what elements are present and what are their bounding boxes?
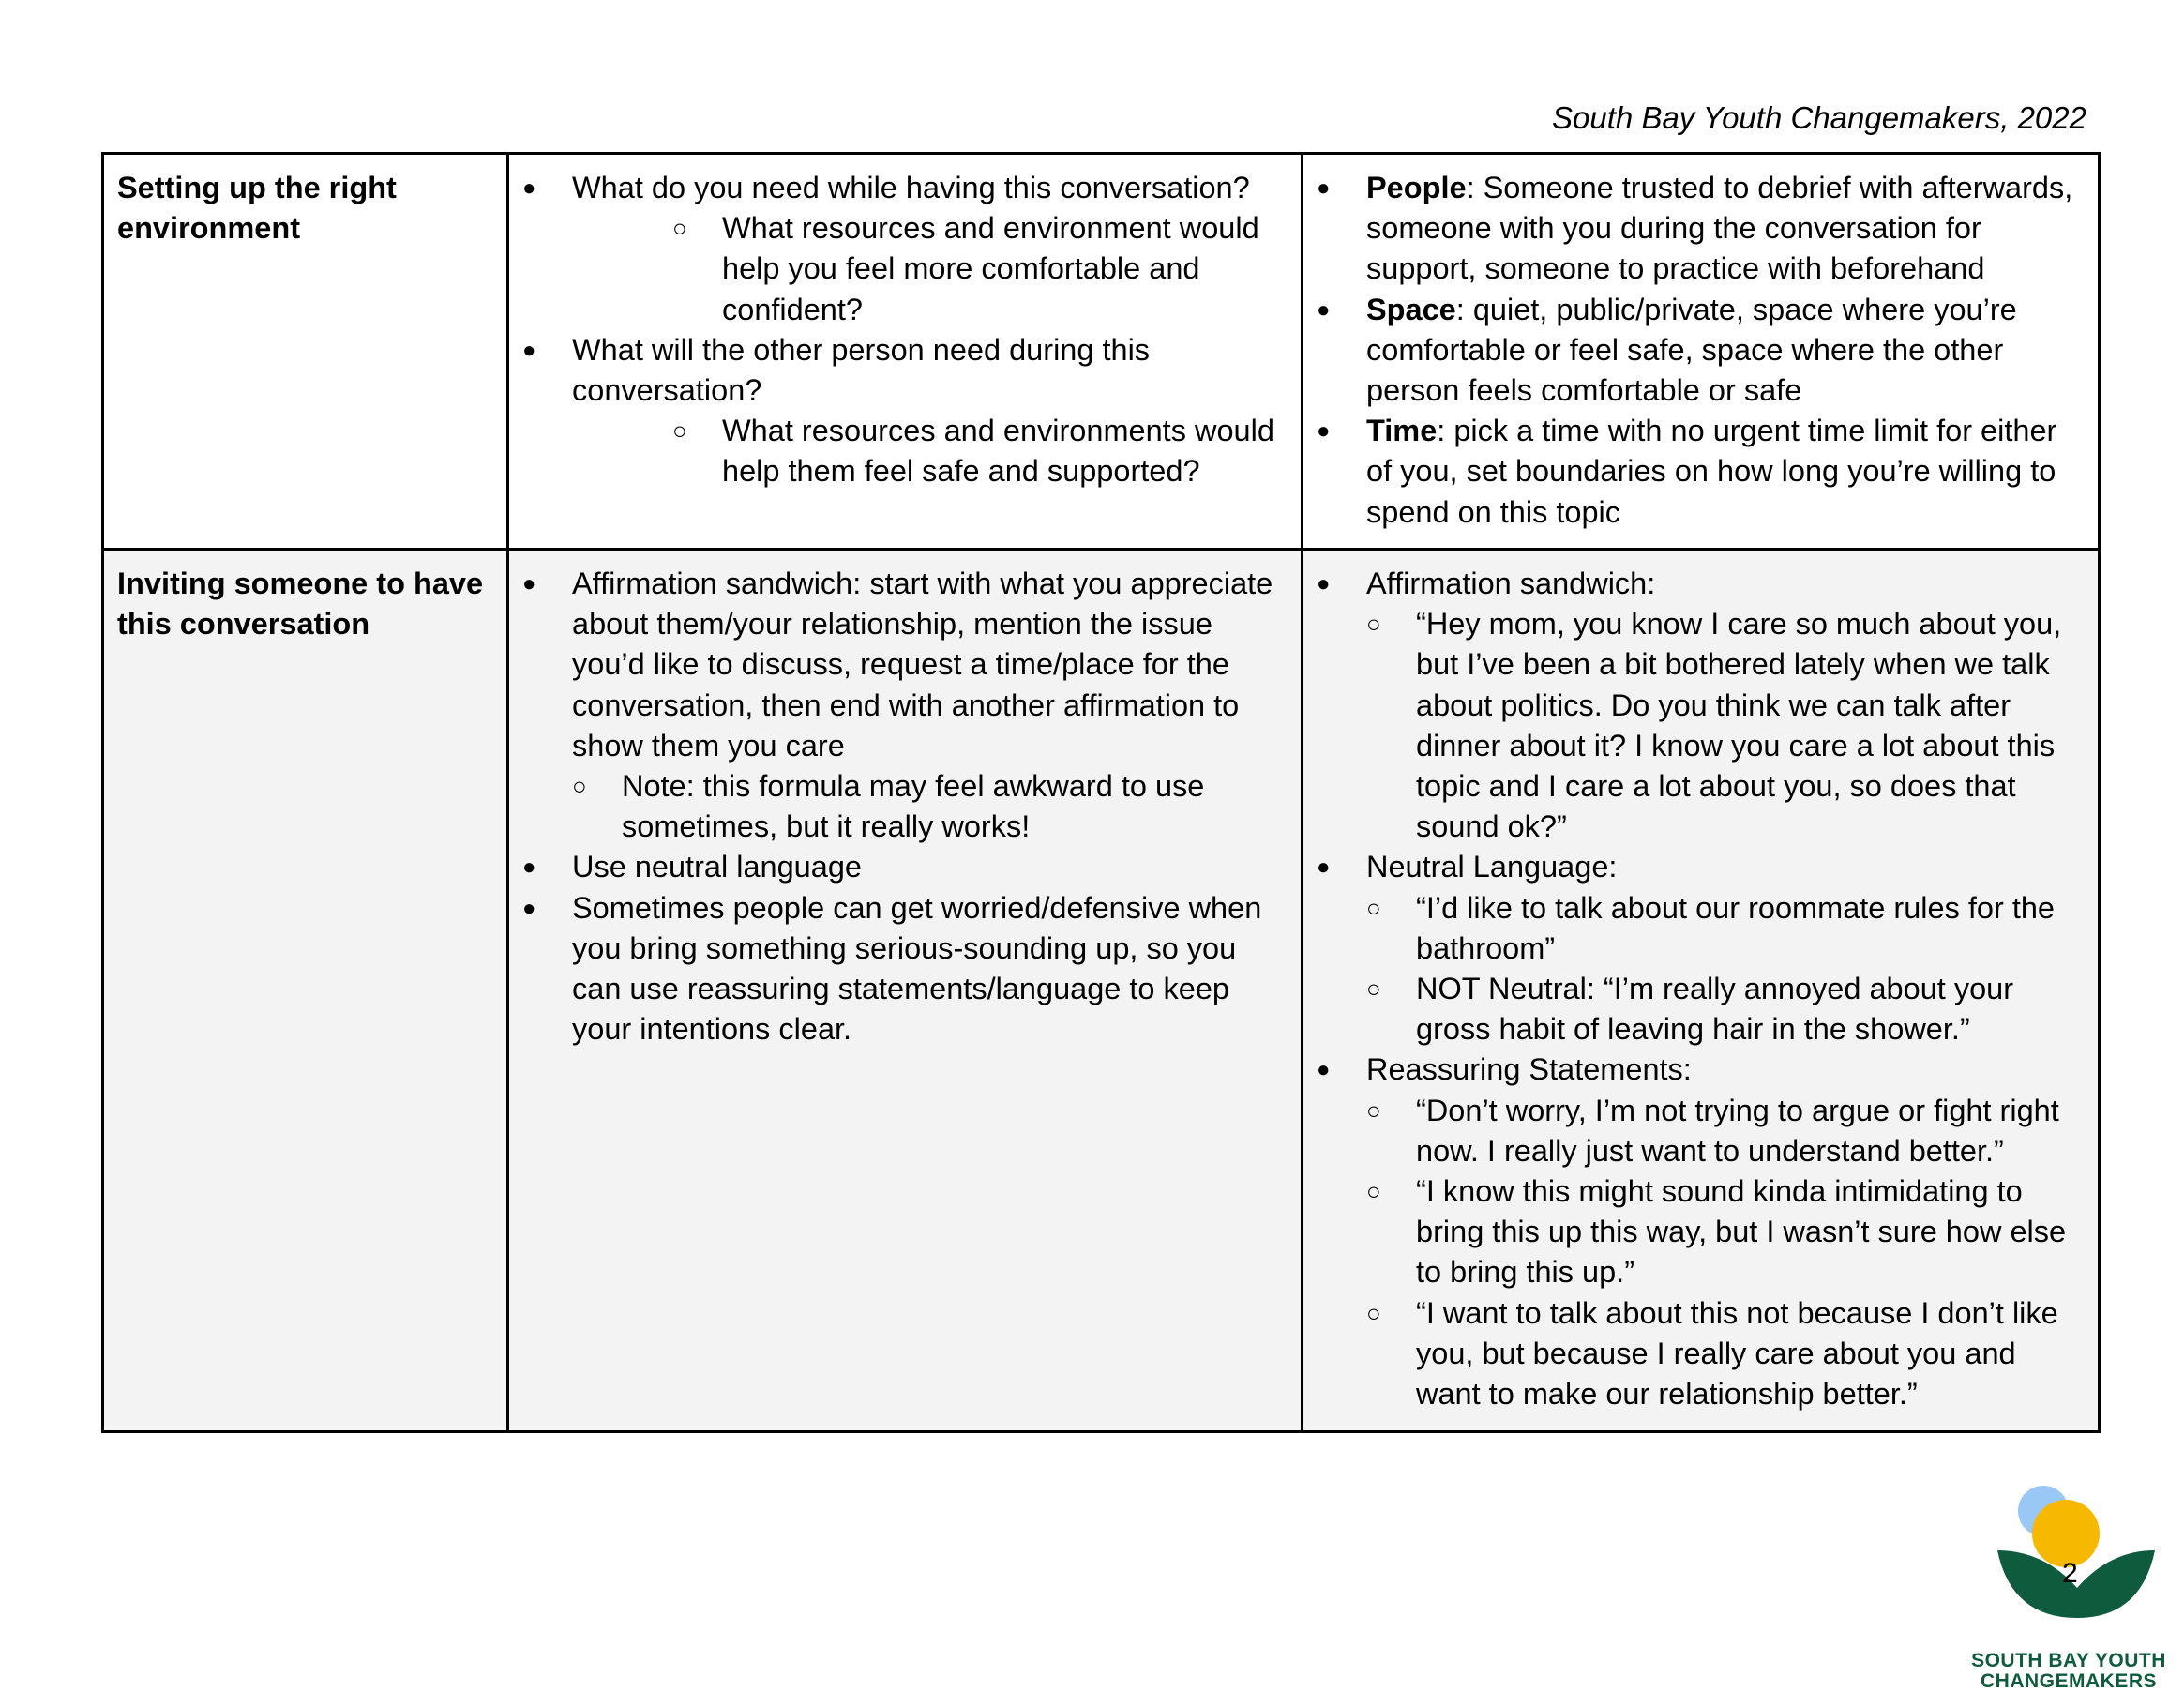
list-item: ● Affirmation sandwich: ○ “Hey mom, you know I care so much about you, but I’ve been a bit bothered lately when we talk about politics. Do you think we can talk after dinner about it? I know you care a lot about this topic and I care a lot about you, so does that sound ok?” [1317,564,2085,847]
examples-cell [1303,154,2100,550]
list-item: ● Time: pick a time with no urgent time limit for either of you, set boundaries on how long you’re willing to spend on this topic [1317,411,2085,533]
questions-cell [508,550,1303,1432]
table-row [103,154,2100,550]
questions-cell [508,154,1303,550]
table-row [103,550,2100,1432]
logo-wordmark: SOUTH BAY YOUTH CHANGEMAKERS [1971,1650,2166,1692]
list-item: ● Affirmation sandwich: start with what you appreciate about them/your relationship, mention the issue you’d like to discuss, request a time/place for the conversation, then end with another affirmation to show them you care ○ Note: this formula may feel awkward to use sometimes, but it really works! [522,564,1288,847]
list-item: ○ Note: this formula may feel awkward to use sometimes, but it really works! [572,766,1288,847]
row-label: Setting up the right environment [103,154,508,550]
list-item: ● What do you need while having this conversation? ○ What resources and environment would help you feel more comfortable and confident? [522,168,1288,330]
list-item: ○ NOT Neutral: “I’m really annoyed about your gross habit of leaving hair in the shower.” [1366,969,2085,1050]
list-item: ● People: Someone trusted to debrief with afterwards, someone with you during the conversation for support, someone to practice with beforehand [1317,168,2085,290]
list-item: ○ “Don’t worry, I’m not trying to argue or fight right now. I really just want to understand better.” [1366,1091,2085,1171]
list-item: ● Neutral Language: ○ “I’d like to talk about our roommate rules for the bathroom” ○ NOT Neutral: “I’m really annoyed about your gross habit of leaving hair in the shower.” [1317,847,2085,1050]
list-item: ● Space: quiet, public/private, space where you’re comfortable or feel safe, space where the other person feels comfortable or safe [1317,290,2085,412]
list-item: ○ “I’d like to talk about our roommate rules for the bathroom” [1366,888,2085,969]
list-item: ● Sometimes people can get worried/defensive when you bring something serious-sounding up, so you can use reassuring statements/language to keep your intentions clear. [522,888,1288,1050]
list-item: ○ What resources and environments would help them feel safe and supported? [672,411,1288,491]
logo-right-leaf [2077,1550,2155,1618]
list-item: ○ What resources and environment would help you feel more comfortable and confident? [672,208,1288,330]
list-item: ● Reassuring Statements: ○ “Don’t worry, I’m not trying to argue or fight right now. I really just want to understand better.” ○ “I know this might sound kinda intimidating to bring this up this way, but I wasn’t sure how else to bring this up.” ○ “I want to talk about this not because I don’t like you, but because I really care about you and want to make our relationship better.” [1317,1050,2085,1414]
list-item: ● Use neutral language [522,847,1288,887]
list-item: ○ “I know this might sound kinda intimidating to bring this up this way, but I wasn’t sure how else to bring this up.” [1366,1171,2085,1293]
list-item: ○ “I want to talk about this not because I don’t like you, but because I really care about you and want to make our relationship better.” [1366,1293,2085,1415]
list-item: ● What will the other person need during this conversation? ○ What resources and environments would help them feel safe and supported? [522,330,1288,492]
examples-cell [1303,550,2100,1432]
page-number: 2 [2062,1558,2078,1589]
row-label: Inviting someone to have this conversation [103,550,508,1432]
document-header: South Bay Youth Changemakers, 2022 [1552,100,2086,135]
content-table [101,152,2101,1433]
list-item: ○ “Hey mom, you know I care so much about you, but I’ve been a bit bothered lately when we talk about politics. Do you think we can talk after dinner about it? I know you care a lot about this topic and I care a lot about you, so does that sound ok?” [1366,604,2085,847]
